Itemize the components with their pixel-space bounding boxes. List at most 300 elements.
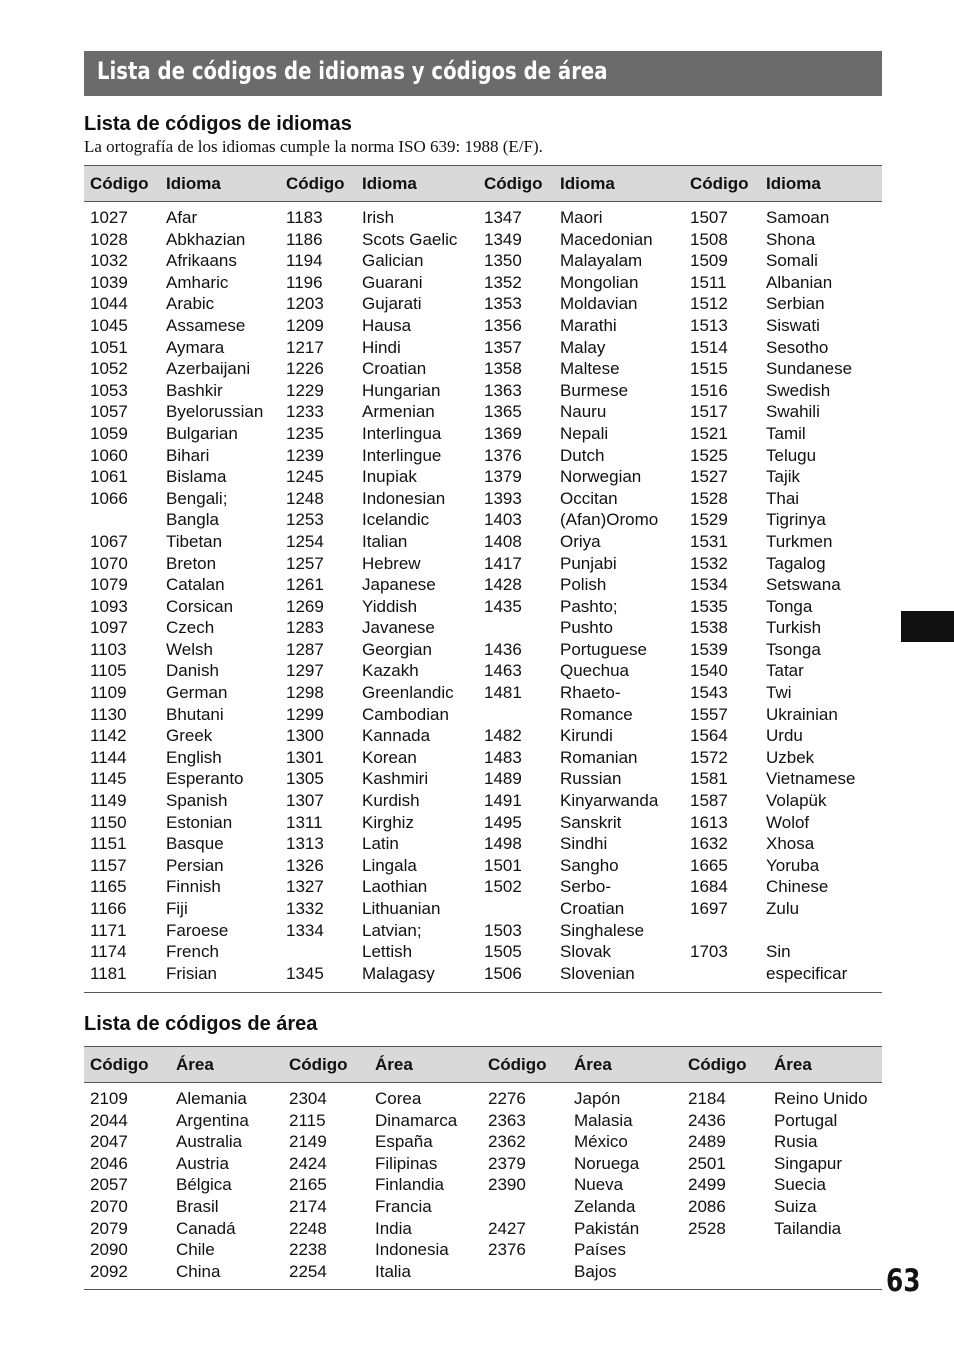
table-row [84, 1110, 882, 1132]
area-cell: Italia [375, 1261, 411, 1281]
language-cell: Kurdish [362, 791, 420, 811]
area-cell: Rusia [774, 1132, 818, 1152]
table-row [84, 682, 882, 704]
code-cell: 2046 [90, 1153, 128, 1173]
code-cell: 1463 [484, 661, 522, 681]
column-header: Código [280, 166, 356, 202]
code-cell: 2115 [289, 1110, 326, 1130]
area-cell: España [375, 1132, 433, 1152]
language-cell: Scots Gaelic [362, 229, 458, 249]
language-cell: Pashto; [560, 596, 618, 616]
code-cell: 1183 [286, 208, 323, 227]
column-header: Código [682, 1047, 768, 1083]
area-cell: Suiza [774, 1196, 817, 1216]
table-row [84, 768, 882, 790]
table-row [84, 293, 882, 315]
language-cell: especificar [766, 963, 848, 983]
language-cell: Yiddish [362, 596, 418, 616]
code-cell: 1491 [484, 791, 522, 811]
language-cell: Punjabi [560, 553, 617, 573]
table-row [84, 704, 882, 726]
language-cell: Corsican [166, 596, 234, 616]
language-cell: Chinese [766, 877, 829, 897]
language-cell: Dutch [560, 445, 605, 465]
language-cell: Sundanese [766, 359, 853, 379]
column-header: Idioma [160, 166, 280, 202]
code-cell: 1501 [484, 855, 522, 875]
code-cell: 1299 [286, 704, 324, 724]
language-cell: Serbo- [560, 877, 612, 897]
code-cell: 1483 [484, 747, 522, 767]
language-cell: Greenlandic [362, 683, 454, 703]
code-cell: 1233 [286, 402, 324, 422]
language-cell [760, 920, 882, 942]
code-cell: 1508 [690, 229, 728, 249]
code-cell [482, 1196, 568, 1218]
code-cell: 1347 [484, 208, 522, 227]
code-cell: 1509 [690, 251, 728, 271]
table-row [84, 963, 882, 993]
code-cell: 1269 [286, 596, 324, 616]
code-cell: 1060 [90, 445, 128, 465]
code-cell: 1254 [286, 531, 324, 551]
language-cell: Korean [362, 747, 417, 767]
language-cell: Afrikaans [166, 251, 237, 271]
code-cell: 1697 [690, 899, 728, 918]
code-cell: 1059 [90, 423, 128, 443]
language-cell: Spanish [166, 791, 228, 811]
area-cell: Alemania [176, 1089, 247, 1108]
title-banner [84, 51, 882, 96]
code-cell: 1505 [484, 942, 522, 962]
language-codes-heading: Lista de códigos de idiomas [84, 113, 352, 135]
code-cell: 1521 [690, 423, 728, 443]
code-cell: 1057 [90, 402, 128, 422]
code-cell: 2109 [90, 1089, 128, 1108]
table-row [84, 920, 882, 942]
language-cell: Tibetan [166, 531, 223, 551]
code-cell: 1311 [286, 812, 323, 832]
language-cell: Interlingue [362, 445, 442, 465]
code-cell: 1613 [690, 812, 728, 832]
table-row [84, 272, 882, 294]
code-cell: 2379 [488, 1153, 526, 1173]
language-cell: Bihari [166, 445, 210, 465]
language-cell: Maltese [560, 359, 620, 379]
code-cell: 1229 [286, 380, 324, 400]
code-cell: 1174 [90, 942, 127, 962]
code-cell: 2092 [90, 1261, 128, 1281]
language-cell: Yoruba [766, 855, 820, 875]
code-cell: 1543 [690, 683, 728, 703]
area-cell: India [375, 1218, 412, 1238]
language-cell: Italian [362, 531, 408, 551]
code-cell: 1171 [90, 920, 127, 940]
area-cell: Argentina [176, 1110, 249, 1130]
language-cell: Assamese [166, 315, 246, 335]
language-cell: Danish [166, 661, 219, 681]
language-cell: Kazakh [362, 661, 419, 681]
language-cell: Hindi [362, 337, 401, 357]
code-cell: 1417 [484, 553, 522, 573]
code-cell: 1145 [90, 769, 127, 789]
area-cell: Austria [176, 1153, 229, 1173]
language-cell: Latvian; [362, 920, 422, 940]
column-header: Código [84, 1047, 170, 1083]
area-cell: Suecia [774, 1175, 826, 1195]
language-cell: Malay [560, 337, 606, 357]
code-cell: 1525 [690, 445, 728, 465]
language-cell: Irish [362, 208, 395, 227]
code-cell [684, 920, 760, 942]
table-row [84, 639, 882, 661]
code-cell: 2436 [688, 1110, 726, 1130]
code-cell [478, 704, 554, 726]
code-cell: 1245 [286, 467, 324, 487]
code-cell: 2184 [688, 1089, 726, 1108]
code-cell: 1515 [690, 359, 728, 379]
language-cell: Finnish [166, 877, 221, 897]
code-cell: 1379 [484, 467, 522, 487]
language-cell: Occitan [560, 488, 618, 508]
code-cell: 2304 [289, 1089, 327, 1108]
code-cell: 1151 [90, 834, 127, 854]
language-cell: Kashmiri [362, 769, 429, 789]
code-cell: 1326 [286, 855, 324, 875]
code-cell: 1235 [286, 423, 324, 443]
language-cell: Persian [166, 855, 224, 875]
table-row [84, 553, 882, 575]
table-row [84, 380, 882, 402]
area-cell: Dinamarca [375, 1110, 458, 1130]
table-row [84, 337, 882, 359]
code-cell: 1532 [690, 553, 728, 573]
language-cell: Wolof [766, 812, 810, 832]
code-cell: 2149 [289, 1132, 327, 1152]
code-cell: 1506 [484, 963, 522, 983]
language-cell: Tigrinya [766, 510, 826, 530]
code-cell: 1261 [286, 575, 324, 595]
area-cell: Noruega [574, 1153, 640, 1173]
area-codes-heading: Lista de códigos de área [84, 1013, 318, 1035]
table-row [84, 1153, 882, 1175]
language-cell: English [166, 747, 222, 767]
area-cell: Portugal [774, 1110, 838, 1130]
code-cell: 1587 [690, 791, 728, 811]
code-cell: 2090 [90, 1240, 128, 1260]
code-cell: 1327 [286, 877, 324, 897]
code-cell: 2363 [488, 1110, 526, 1130]
language-cell: Interlingua [362, 423, 442, 443]
language-cell: Sindhi [560, 834, 608, 854]
code-cell: 1109 [90, 683, 127, 703]
language-cell: Uzbek [766, 747, 815, 767]
column-header: Área [170, 1047, 283, 1083]
code-cell: 1027 [90, 208, 128, 227]
code-cell: 2086 [688, 1196, 726, 1216]
area-cell [768, 1261, 882, 1291]
table-row [84, 596, 882, 618]
language-cell: Malayalam [560, 251, 643, 271]
table-row [84, 725, 882, 747]
area-cell: Filipinas [375, 1153, 438, 1173]
language-cell: Icelandic [362, 510, 430, 530]
language-cell: Lettish [362, 942, 413, 962]
language-cell: Welsh [166, 639, 213, 659]
code-cell: 1352 [484, 272, 522, 292]
language-cell: Swahili [766, 402, 820, 422]
language-cell: Latin [362, 834, 399, 854]
code-cell: 1428 [484, 575, 522, 595]
code-cell: 1166 [90, 899, 127, 918]
code-cell: 1529 [690, 510, 728, 530]
area-cell: Pakistán [574, 1218, 640, 1238]
language-cell: Moldavian [560, 294, 638, 314]
language-cell: French [166, 942, 219, 962]
language-cell: Catalan [166, 575, 225, 595]
code-cell: 1540 [690, 661, 728, 681]
code-cell: 1028 [90, 229, 128, 249]
language-cell: Turkmen [766, 531, 833, 551]
code-cell: 1531 [690, 531, 728, 551]
language-cell: Tamil [766, 423, 806, 443]
code-cell: 1307 [286, 791, 324, 811]
language-cell: Basque [166, 834, 224, 854]
code-cell: 1053 [90, 380, 128, 400]
code-cell: 1313 [286, 834, 324, 854]
language-table-header [84, 166, 882, 202]
language-cell: Aymara [166, 337, 225, 357]
area-cell: Nueva [574, 1175, 624, 1195]
language-cell: Galician [362, 251, 424, 271]
code-cell: 1061 [90, 467, 128, 487]
language-cell: Amharic [166, 272, 229, 292]
code-cell: 1067 [90, 531, 128, 551]
code-cell: 2276 [488, 1089, 526, 1108]
column-header: Código [283, 1047, 369, 1083]
language-cell: Oriya [560, 531, 601, 551]
area-cell: Brasil [176, 1196, 219, 1216]
code-cell: 1516 [690, 380, 728, 400]
table-row [84, 466, 882, 488]
area-cell: Francia [375, 1196, 432, 1216]
area-cell: Países [574, 1240, 626, 1260]
table-row [84, 1083, 882, 1110]
column-header: Código [482, 1047, 568, 1083]
area-cell: Finlandia [375, 1175, 444, 1195]
code-cell: 2248 [289, 1218, 327, 1238]
code-cell: 1066 [90, 488, 128, 508]
code-cell [682, 1261, 768, 1291]
code-cell: 1194 [286, 251, 323, 271]
code-cell: 2047 [90, 1132, 128, 1152]
area-cell: Indonesia [375, 1240, 449, 1260]
language-cell: Quechua [560, 661, 629, 681]
language-cell: Hausa [362, 315, 412, 335]
code-cell: 1356 [484, 315, 522, 335]
code-cell: 1528 [690, 488, 728, 508]
code-cell: 1436 [484, 639, 522, 659]
code-cell: 1435 [484, 596, 522, 616]
language-cell: Telugu [766, 445, 817, 465]
column-header: Idioma [356, 166, 478, 202]
language-cell: Tonga [766, 596, 813, 616]
language-cell: Ukrainian [766, 704, 838, 724]
code-cell: 1157 [90, 855, 127, 875]
code-cell: 1144 [90, 747, 127, 767]
code-cell: 1481 [484, 683, 522, 703]
code-cell: 1186 [286, 229, 323, 249]
table-row [84, 876, 882, 898]
column-header: Área [768, 1047, 882, 1083]
language-cell: Bhutani [166, 704, 224, 724]
language-cell: Rhaeto- [560, 683, 621, 703]
code-cell [482, 1261, 568, 1291]
language-cell: Fiji [166, 899, 188, 918]
table-row [84, 445, 882, 467]
area-cell: Tailandia [774, 1218, 842, 1238]
code-cell: 1287 [286, 639, 324, 659]
language-cell: Afar [166, 208, 198, 227]
language-cell: Kannada [362, 726, 431, 746]
code-cell [280, 941, 356, 963]
code-cell: 1365 [484, 402, 522, 422]
code-cell: 1489 [484, 769, 522, 789]
table-row [84, 617, 882, 639]
table-row [84, 1261, 882, 1291]
code-cell: 1539 [690, 639, 728, 659]
language-cell: Marathi [560, 315, 617, 335]
code-cell: 1513 [690, 315, 728, 335]
code-cell: 1527 [690, 467, 728, 487]
table-row [84, 833, 882, 855]
column-header: Código [84, 166, 160, 202]
column-header: Código [684, 166, 760, 202]
table-row [84, 423, 882, 445]
area-cell: Bélgica [176, 1175, 232, 1195]
code-cell: 2254 [289, 1261, 327, 1281]
language-cell: Guarani [362, 272, 423, 292]
code-cell: 1248 [286, 488, 324, 508]
code-cell: 1217 [286, 337, 324, 357]
language-cell: Laothian [362, 877, 428, 897]
code-cell: 1376 [484, 445, 522, 465]
language-cell: Georgian [362, 639, 432, 659]
code-cell: 1495 [484, 812, 522, 832]
language-cell: Czech [166, 618, 215, 638]
language-cell: Pushto [560, 618, 613, 638]
language-cell: Javanese [362, 618, 435, 638]
language-cell: Twi [766, 683, 792, 703]
code-cell: 1130 [90, 704, 127, 724]
table-row [84, 1196, 882, 1218]
table-row [84, 250, 882, 272]
language-cell: Sangho [560, 855, 619, 875]
language-cell: German [166, 683, 228, 703]
language-cell: Azerbaijani [166, 359, 251, 379]
language-cell: Sesotho [766, 337, 829, 357]
language-cell: Frisian [166, 963, 218, 983]
language-cell: Siswati [766, 315, 820, 335]
code-cell: 2238 [289, 1240, 327, 1260]
area-cell: Australia [176, 1132, 243, 1152]
language-cell: Bengali; [166, 488, 228, 508]
table-row [84, 574, 882, 596]
language-codes-table [84, 165, 882, 993]
language-cell: Greek [166, 726, 213, 746]
code-cell: 1538 [690, 618, 728, 638]
code-cell: 1684 [690, 877, 728, 897]
code-cell: 1093 [90, 596, 128, 616]
code-cell: 1517 [690, 402, 728, 422]
code-cell: 1181 [90, 963, 127, 983]
language-cell: Kirundi [560, 726, 613, 746]
code-cell: 2362 [488, 1132, 526, 1152]
language-cell: Cambodian [362, 704, 449, 724]
area-cell: México [574, 1132, 628, 1152]
table-row [84, 812, 882, 834]
code-cell: 1239 [286, 445, 324, 465]
area-cell: Bajos [574, 1261, 617, 1281]
code-cell: 1226 [286, 359, 324, 379]
code-cell: 1535 [690, 596, 728, 616]
language-cell: Norwegian [560, 467, 642, 487]
code-cell: 1097 [90, 618, 128, 638]
area-cell: Singapur [774, 1153, 843, 1173]
table-row [84, 1239, 882, 1261]
area-table-body [84, 1083, 882, 1291]
language-cell: Mongolian [560, 272, 639, 292]
code-cell: 1039 [90, 272, 128, 292]
code-cell: 1358 [484, 359, 522, 379]
code-cell: 1203 [286, 294, 324, 314]
code-cell: 1209 [286, 315, 324, 335]
table-row [84, 1218, 882, 1240]
language-cell: Gujarati [362, 294, 422, 314]
area-cell: Reino Unido [774, 1089, 868, 1108]
area-cell: China [176, 1261, 221, 1281]
language-cell: Bangla [166, 510, 219, 530]
language-cell: Slovenian [560, 963, 635, 983]
code-cell: 1334 [286, 920, 324, 940]
code-cell: 2070 [90, 1196, 128, 1216]
column-header: Código [478, 166, 554, 202]
code-cell: 1369 [484, 423, 522, 443]
bottom-rule [84, 1289, 882, 1290]
area-cell: Corea [375, 1089, 422, 1108]
language-cell: Armenian [362, 402, 435, 422]
code-cell: 1512 [690, 294, 728, 314]
table-row [84, 401, 882, 423]
table-row [84, 531, 882, 553]
code-cell: 1298 [286, 683, 324, 703]
code-cell: 2424 [289, 1153, 327, 1173]
column-header: Área [568, 1047, 682, 1083]
table-row [84, 941, 882, 963]
code-cell: 2174 [289, 1196, 327, 1216]
language-cell: Russian [560, 769, 622, 789]
code-cell: 1253 [286, 510, 324, 530]
language-cell: Lithuanian [362, 899, 441, 918]
language-cell: Nepali [560, 423, 609, 443]
language-cell: Bislama [166, 467, 227, 487]
area-cell: Chile [176, 1240, 215, 1260]
language-cell: Croatian [560, 899, 625, 918]
code-cell: 1196 [286, 272, 323, 292]
code-cell: 2499 [688, 1175, 726, 1195]
column-header: Idioma [554, 166, 684, 202]
language-cell: Esperanto [166, 769, 244, 789]
